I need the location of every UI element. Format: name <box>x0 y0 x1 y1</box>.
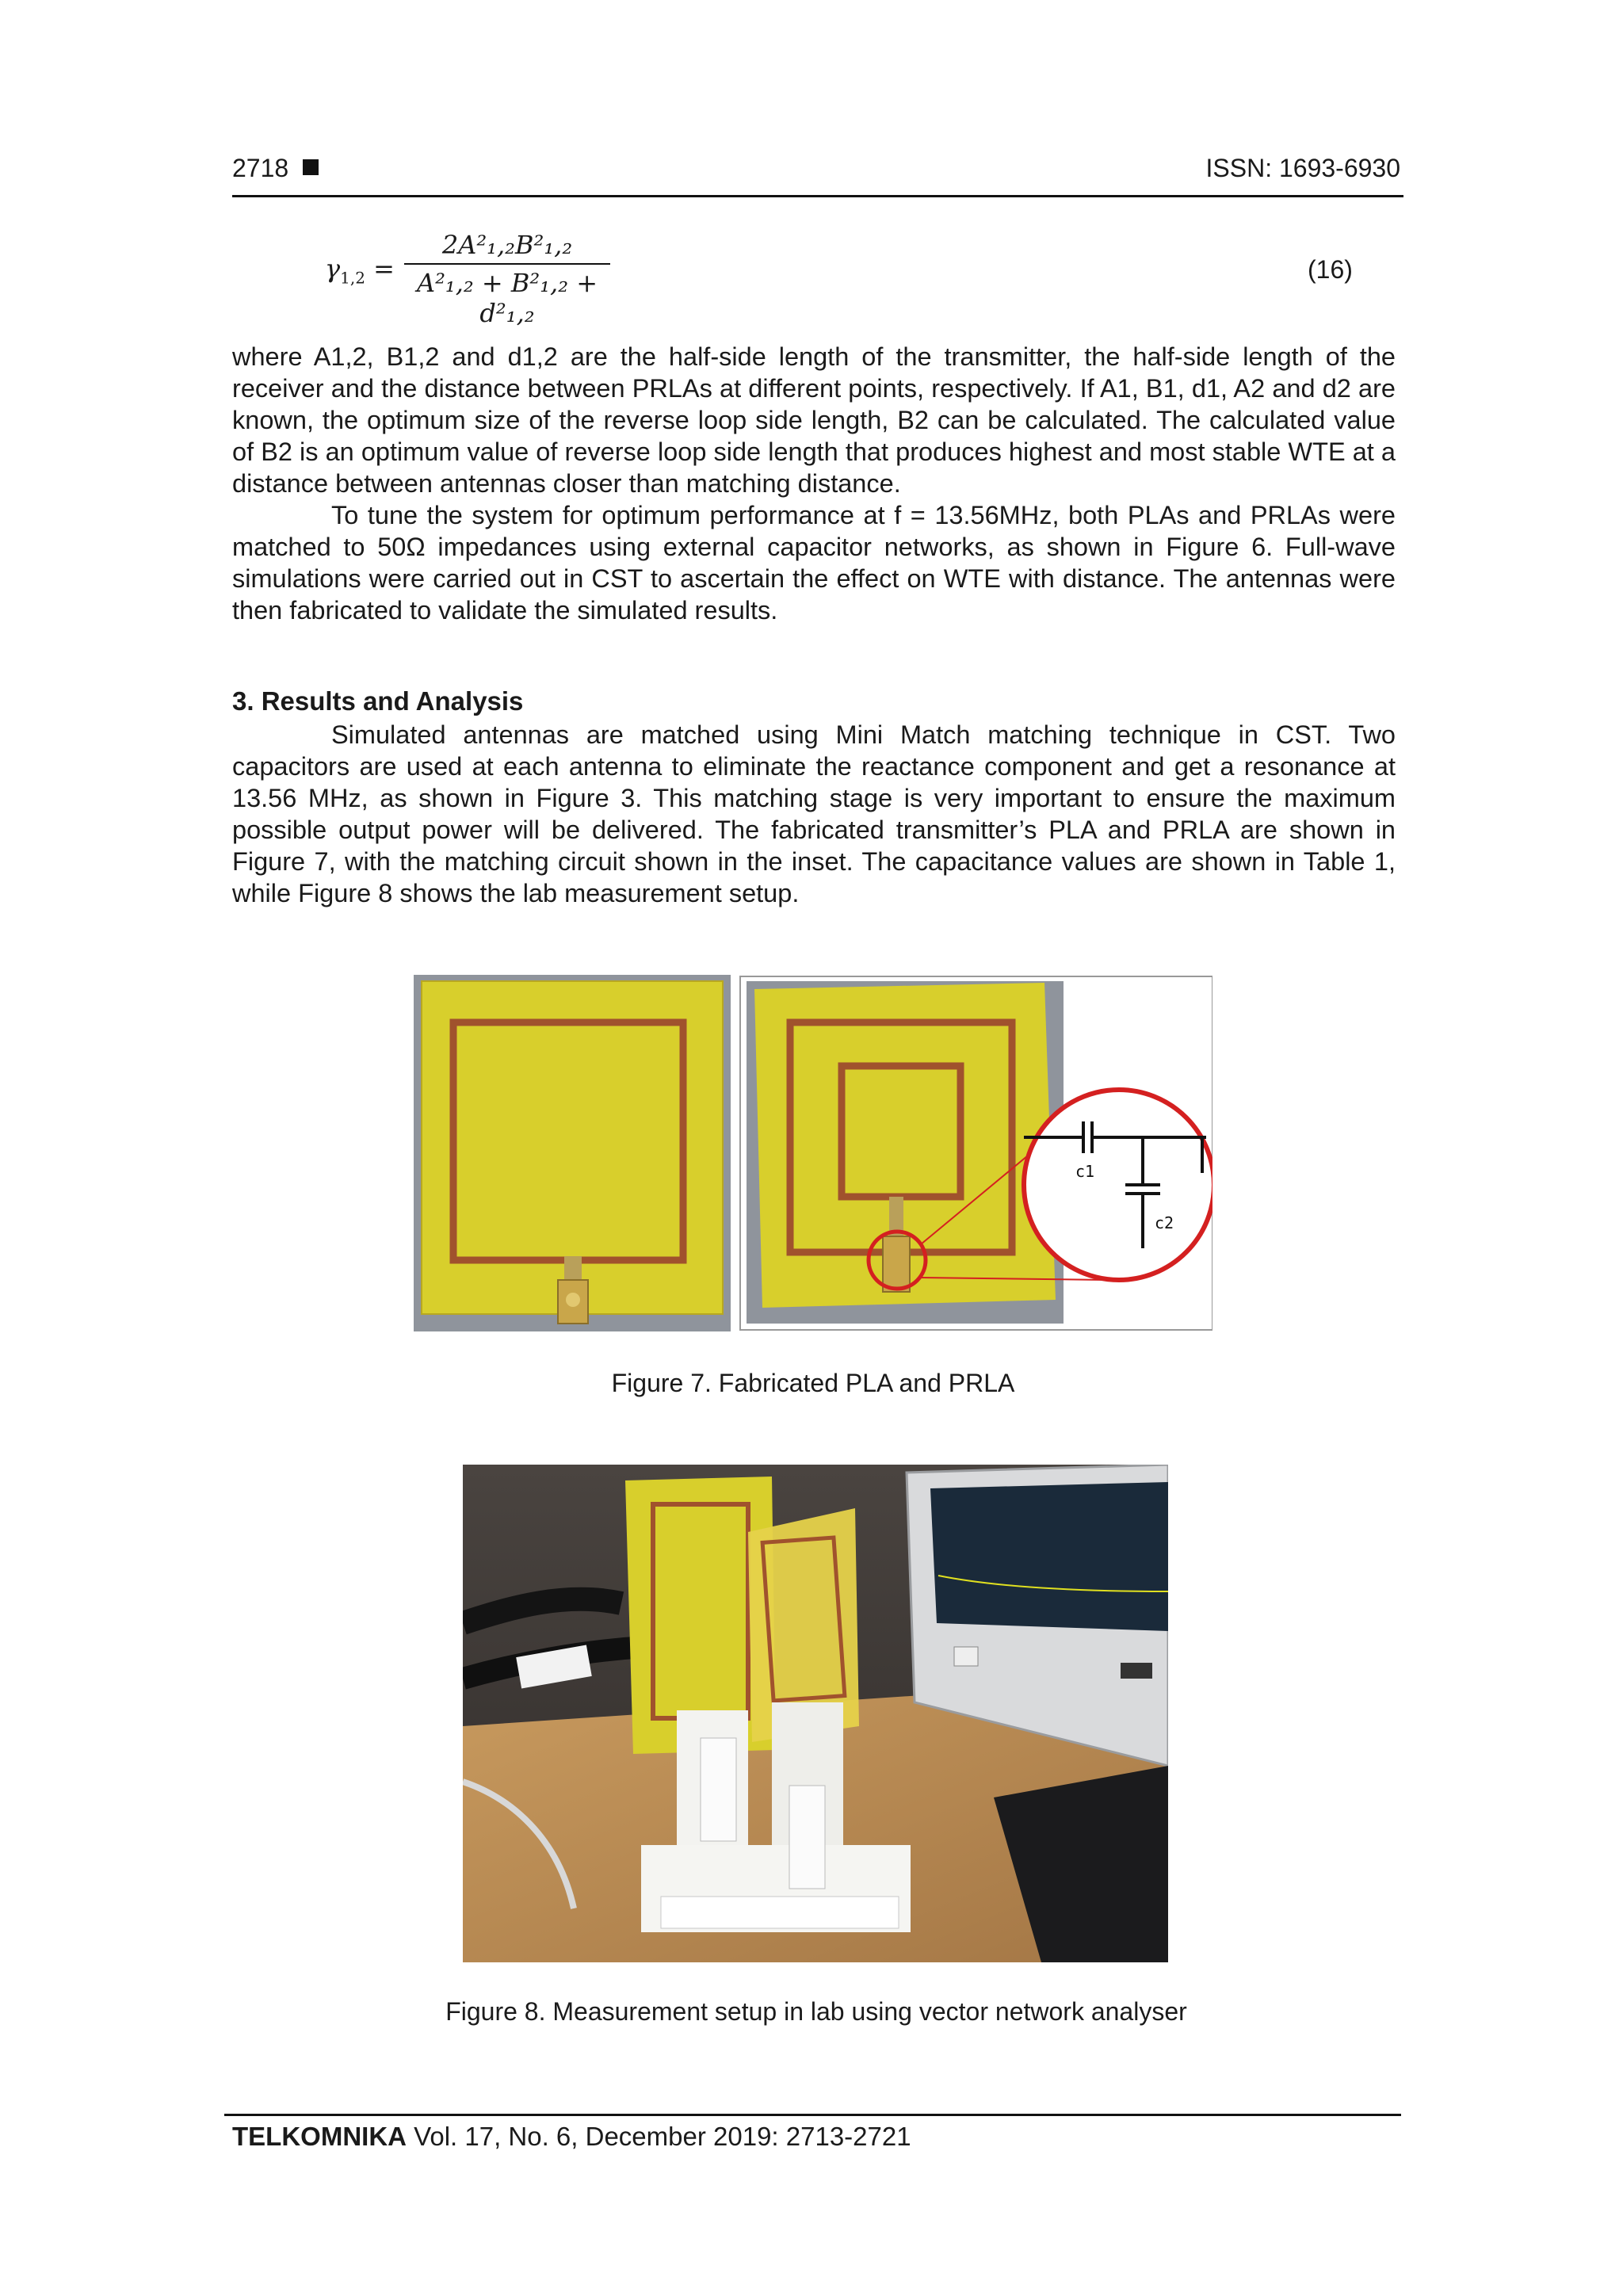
equation-fraction <box>404 230 610 328</box>
equation-number: (16) <box>1308 255 1353 284</box>
issn: ISSN: 1693-6930 <box>1205 154 1400 182</box>
square-bullet-icon <box>303 159 319 175</box>
paragraph-tune: To tune the system for optimum performance at f = 13.56MHz, both PLAs and PRLAs were matched to 50Ω impedances using external capacitor networks, as shown in Figure 6. Full-wave simulations were carried out in CST to ascertain the effect on WTE with distance. The antennas were then fabricated to validate the simulated results. <box>232 501 1396 625</box>
section-heading: 3. Results and Analysis <box>232 686 524 716</box>
figure-8-caption: Figure 8. Measurement setup in lab using vector network analyser <box>445 1997 1187 2026</box>
page-footer <box>232 2122 911 2152</box>
footer-rule <box>224 2114 1401 2116</box>
label-c1: c1 <box>1075 1162 1095 1181</box>
equation-16 <box>325 230 642 328</box>
equation-denominator: A²₁,₂ + B²₁,₂ + d²₁,₂ <box>416 268 598 328</box>
label-c2: c2 <box>1155 1213 1174 1232</box>
paragraph-results: Simulated antennas are matched using Mini Match matching technique in CST. Two capacitors are used at each antenna to eliminate the reactance component and get a resonance at 13.56 MHz, as shown in Figure 3. This matching stage is very important to ensure the maximum possible output power will be delivered. The fabricated transmitter’s PLA and PRLA are shown in Figure 7, with the matching circuit shown in the inset. The capacitance values are shown in Table 1, while Figure 8 shows the lab measurement setup. <box>232 720 1396 907</box>
header-rule <box>232 195 1403 197</box>
journal-name: TELKOMNIKA <box>232 2122 407 2151</box>
figure-8-image <box>463 1465 1168 1962</box>
figure-7-image <box>414 975 1212 1331</box>
paragraph-where: where A1,2, B1,2 and d1,2 are the half-side length of the transmitter, the half-side length of the receiver and the distance between PRLAs at different points, respectively. If A1, B1, d1, A2 and d2 are known, the optimum size of the reverse loop side length, B2 can be calculated. The calculated value of B2 is an optimum value of reverse loop side length that produces highest and most stable WTE at a distance between antennas closer than matching distance. <box>232 342 1396 498</box>
page-header <box>232 154 1400 192</box>
equation-lhs: $\gamma_{1,2}$ = <box>325 254 395 288</box>
equals-sign: = <box>373 254 395 284</box>
pla-photo <box>414 975 731 1331</box>
figure-7-caption: Figure 7. Fabricated PLA and PRLA <box>611 1369 1015 1397</box>
equation-numerator: 2A²₁,₂B²₁,₂ <box>441 230 573 260</box>
prla-photo <box>740 976 1212 1330</box>
journal-details: Vol. 17, No. 6, December 2019: 2713-2721 <box>414 2122 911 2151</box>
page-number: 2718 <box>232 154 289 182</box>
